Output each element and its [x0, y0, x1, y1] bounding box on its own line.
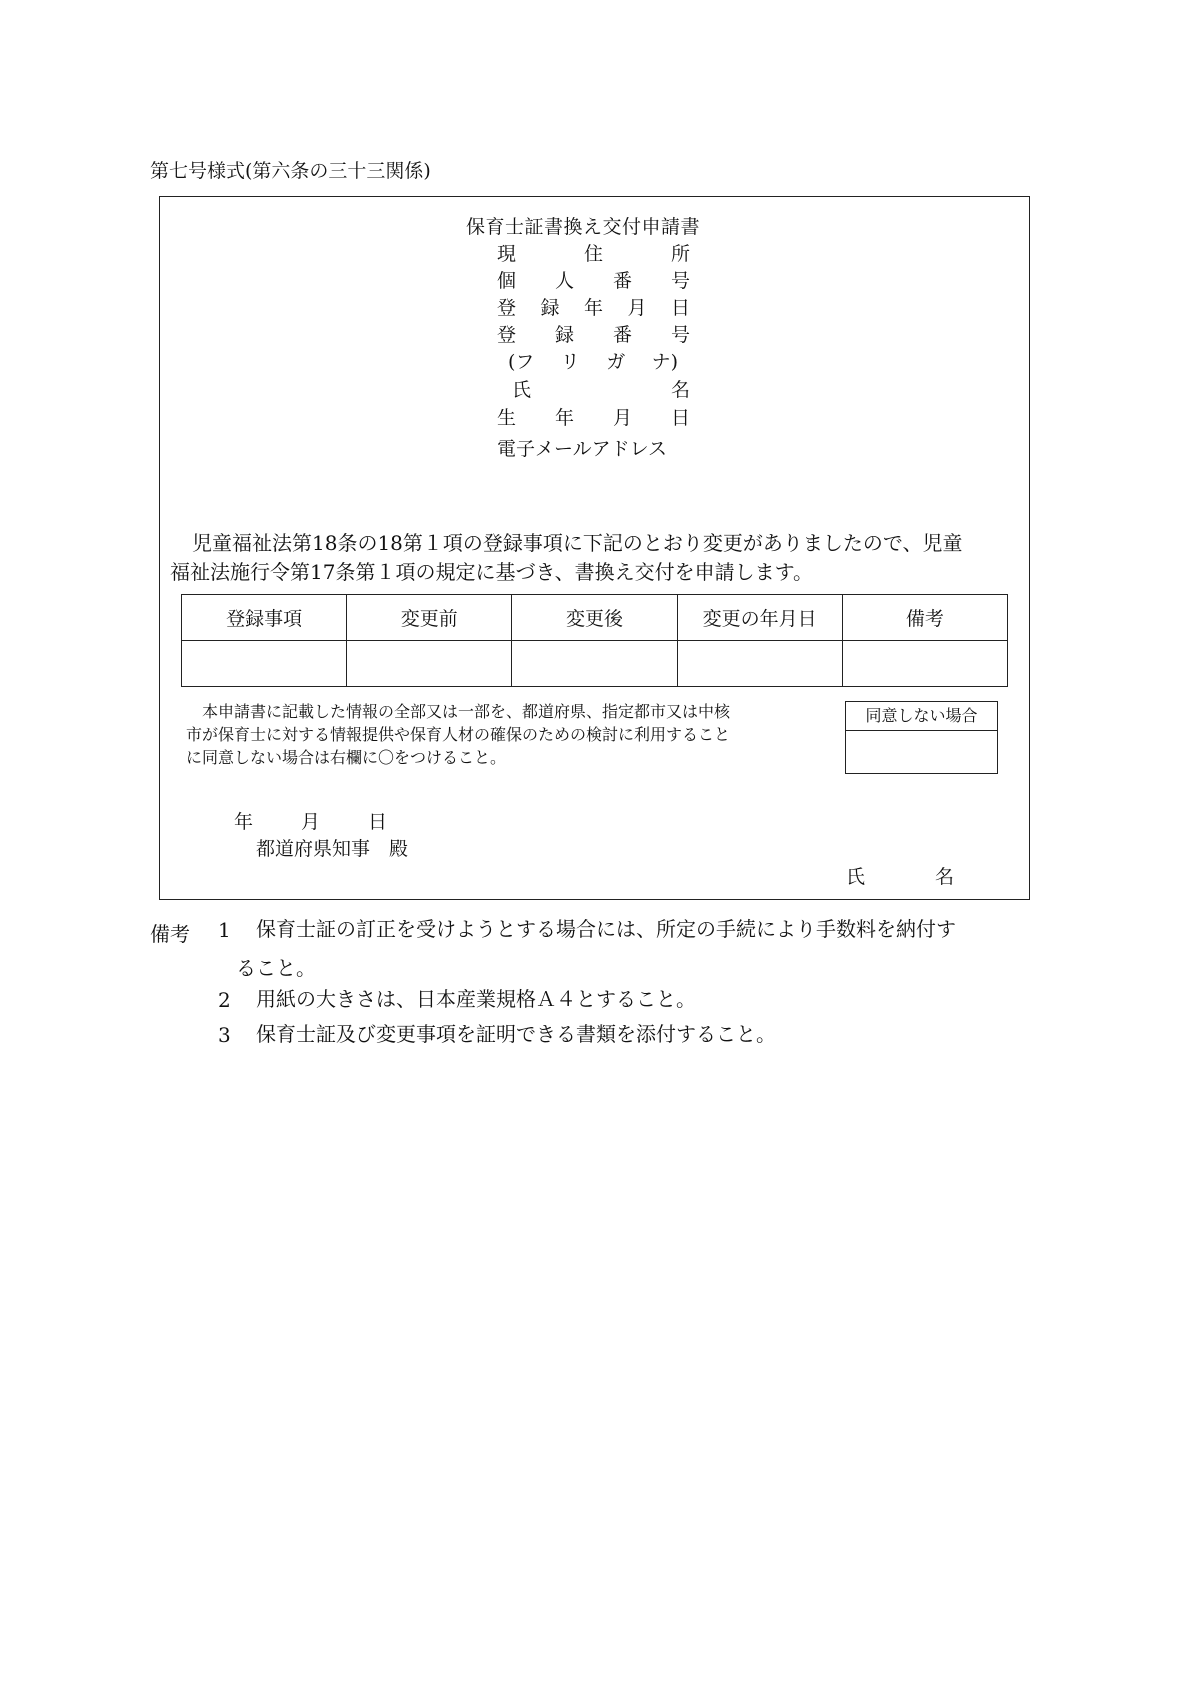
date-day: 日: [368, 811, 388, 833]
field-char: 番: [612, 324, 632, 346]
field-char: 録: [554, 324, 574, 346]
field-char: 号: [670, 270, 690, 292]
form-number-label: 第七号様式(第六条の三十三関係): [150, 160, 431, 182]
field-char: 日: [670, 297, 690, 319]
field-char: ナ): [651, 351, 678, 373]
remark-number: 2: [218, 988, 231, 1012]
field-furigana: [508, 347, 678, 373]
header-change-date: 変更の年月日: [677, 595, 842, 641]
field-personal-number: [497, 266, 690, 292]
field-char: 年: [583, 297, 603, 319]
field-char: 登: [497, 297, 517, 319]
field-char: 現: [497, 243, 517, 265]
field-char: 番: [612, 270, 632, 292]
statement-line: 福祉法施行令第17条第１項の規定に基づき、書換え交付を申請します。: [170, 560, 814, 584]
consent-box: [845, 701, 998, 774]
table-row: [182, 641, 1008, 687]
cell-before-change[interactable]: [347, 641, 512, 687]
signer-given: 名: [935, 866, 955, 888]
field-char: 年: [554, 407, 574, 429]
field-char: 号: [670, 324, 690, 346]
form-title: 保育士証書換え交付申請書: [466, 216, 701, 238]
field-char: 月: [627, 297, 647, 319]
field-registration-date: [497, 293, 690, 319]
field-char: 名: [670, 379, 690, 401]
field-char: 生: [497, 407, 517, 429]
remark-text: 保育士証及び変更事項を証明できる書類を添付すること。: [256, 1022, 776, 1046]
remark-text: 用紙の大きさは、日本産業規格Ａ４とすること。: [256, 987, 696, 1011]
field-char: 日: [670, 407, 690, 429]
field-char: 人: [554, 270, 574, 292]
consent-line: 市が保育士に対する情報提供や保育人材の確保のための検討に利用すること: [186, 725, 731, 744]
application-statement: [170, 529, 1022, 587]
signer-family: 氏: [846, 866, 866, 888]
cell-registered-item[interactable]: [182, 641, 347, 687]
field-char: 氏: [512, 379, 532, 401]
signer-name: [846, 862, 954, 889]
consent-line: 本申請書に記載した情報の全部又は一部を、都道府県、指定都市又は中核: [202, 702, 731, 721]
cell-change-date[interactable]: [677, 641, 842, 687]
field-name: [512, 375, 690, 401]
date-month: 月: [301, 811, 321, 833]
remark-text-continued: ること。: [236, 956, 316, 980]
date-year: 年: [234, 811, 254, 833]
field-current-address: [497, 239, 690, 265]
field-char: 個: [497, 270, 517, 292]
consent-mark-area[interactable]: [846, 731, 997, 774]
header-before-change: 変更前: [347, 595, 512, 641]
field-char: 住: [583, 243, 603, 265]
table-header-row: [182, 595, 1008, 641]
header-registered-item: 登録事項: [182, 595, 347, 641]
remarks-heading: 備考: [150, 922, 190, 946]
remark-number: 1: [218, 918, 231, 942]
remark-number: 3: [218, 1023, 231, 1047]
field-char: リ: [560, 351, 580, 373]
field-char: ガ: [606, 351, 626, 373]
field-birth-date: [497, 403, 690, 429]
field-char: 月: [612, 407, 632, 429]
field-char: 録: [540, 297, 560, 319]
changes-table: [181, 594, 1008, 687]
consent-line: に同意しない場合は右欄に〇をつけること。: [186, 748, 507, 767]
consent-notice: [186, 700, 816, 769]
header-after-change: 変更後: [512, 595, 677, 641]
cell-after-change[interactable]: [512, 641, 677, 687]
field-char: (フ: [508, 351, 535, 373]
addressee: 都道府県知事 殿: [256, 838, 409, 860]
field-email: 電子メールアドレス: [497, 438, 668, 460]
field-registration-number: [497, 320, 690, 346]
field-char: 所: [670, 243, 690, 265]
statement-line: 児童福祉法第18条の18第１項の登録事項に下記のとおり変更がありましたので、児童: [192, 531, 963, 555]
header-remarks: 備考: [842, 595, 1007, 641]
remark-text: 保育士証の訂正を受けようとする場合には、所定の手続により手数料を納付す: [256, 917, 956, 941]
cell-remarks[interactable]: [842, 641, 1007, 687]
field-char: 登: [497, 324, 517, 346]
application-date: [234, 807, 387, 834]
consent-box-header: 同意しない場合: [846, 702, 997, 731]
